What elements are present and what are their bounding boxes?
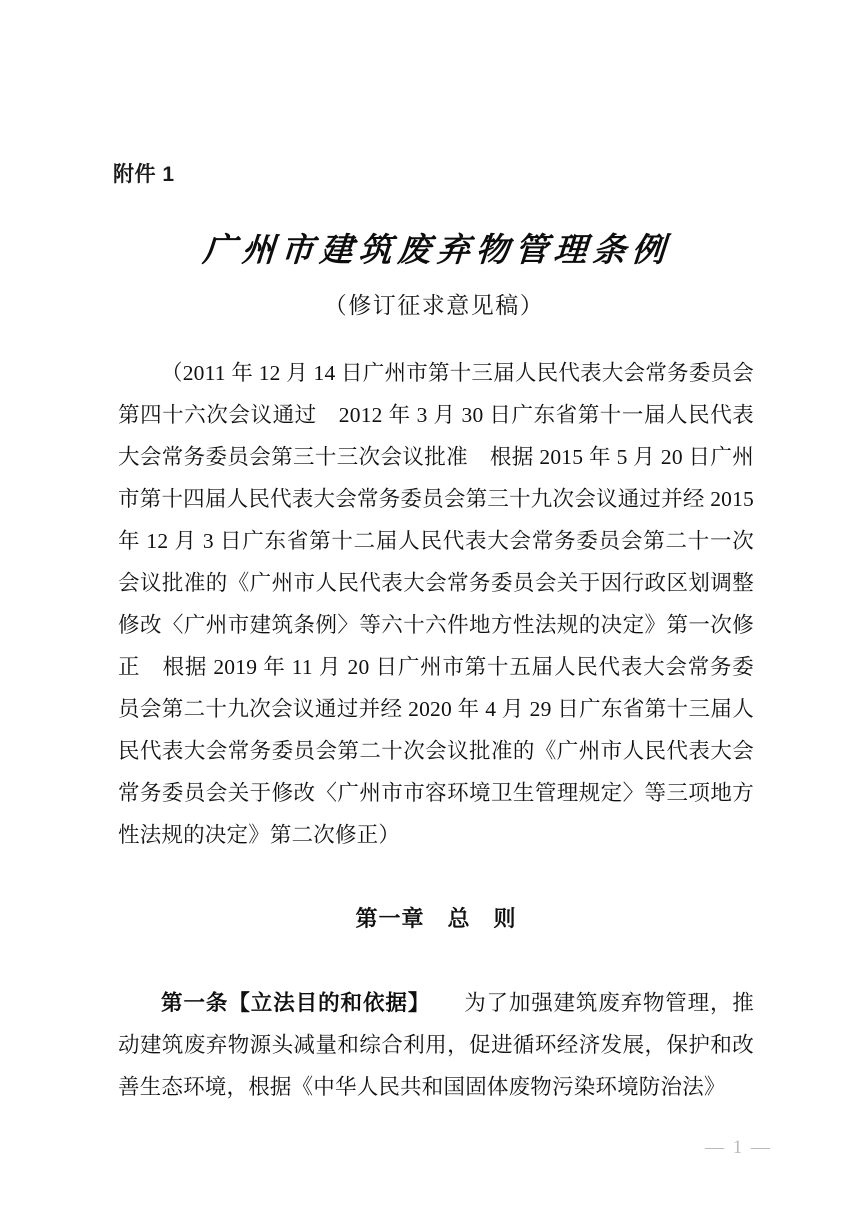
document-subtitle: （修订征求意见稿） — [323, 293, 545, 318]
enactment-note-paragraph: （2011 年 12 月 14 日广州市第十三届人民代表大会常务委员会第四十六次会议通过 2012 年 3 月 30 日广东省第十一届人民代表大会常务委员会第三十三次会议批准 根据 2015 年 5 月 20 日广州市第十四届人民代表大会常务委员会第三十九次会议通过并经 2015 年 12 月 3 日广东省第十二届人民代表大会常务委员会第二十一次会议批准的《广州市人民代表大会常务委员会关于因行政区划调整修改〈广州市建筑条例〉等六十六件地方性法规的决定》第一次修正 根据 2019 年 11 月 20 日广州市第十五届人民代表大会常务委员会第二十九次会议通过并经 2020 年 4 月 29 日广东省第十三届人民代表大会常务委员会第二十次会议批准的《广州市人民代表大会常务委员会关于修改〈广州市市容环境卫生管理规定〉等三项地方性法规的决定》第二次修正） — [118, 361, 754, 847]
section-spacer — [118, 940, 754, 982]
article-text: 为了加强建筑废弃物管理，推动建筑废弃物源头减量和综合利用，促进循环经济发展，保护和改善生态环境，根据《中华人民共和国固体废物污染环境防治法》 — [118, 991, 754, 1099]
page-title: 广州市建筑废弃物管理条例 — [201, 230, 673, 269]
document-body — [118, 352, 754, 1108]
article-label-gap — [420, 991, 465, 1015]
section-spacer — [118, 856, 754, 898]
chapter-heading: 第一章 总 则 — [355, 906, 517, 931]
article-label: 第一条【立法目的和依据】 — [161, 991, 420, 1015]
article-paragraph — [118, 982, 754, 1108]
page-number: — 1 — — [705, 1137, 772, 1158]
attachment-label: 附件 1 — [113, 163, 175, 186]
